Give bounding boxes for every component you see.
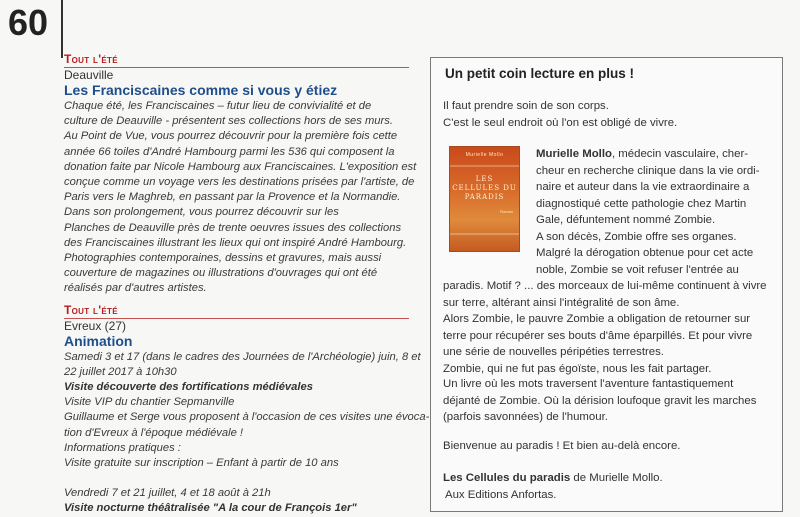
body-line: couverture de magazines ou illustrations d'ouvrages qui ont été (64, 267, 378, 280)
body-line: culture de Deauville - présentent ses collections hors de ses murs. (64, 115, 393, 128)
cover-author: Murielle Mollo (465, 152, 504, 158)
body-line: Paris vers le Maghreb, en passant par la Provence et la Normandie. (64, 191, 401, 204)
body-line: Zombie, qui ne fut pas égoïste, nous les fait partager. (443, 362, 712, 375)
article-body (64, 99, 417, 297)
section-tag: Tout l'été (64, 302, 118, 317)
body-line: sur terre, altérant ainsi l'intégralité de son âme. (443, 296, 680, 309)
closing-line: Bienvenue au paradis ! Et bien au-delà encore. (443, 440, 681, 452)
article-city: Evreux (27) (64, 318, 127, 333)
review-line: Un livre où les mots traversent l'aventure fantastiquement (443, 378, 734, 390)
body-line: Au Point de Vue, vous pourrez découvrir pour la première fois cette (64, 130, 398, 143)
cover-stripe (450, 165, 519, 167)
body-line: réalisés par d'autres artistes. (64, 282, 207, 295)
body-line: donation faite par Nicole Hambourg aux Franciscaines. L'exposition est (64, 160, 417, 173)
wrapped-line: cheur en recherche clinique dans la vie ordi- (536, 164, 760, 177)
box-review (443, 376, 766, 426)
body-line: Photographies contemporaines, dessins et gravures, mais aussi (64, 252, 382, 265)
reading-corner-box (430, 57, 783, 512)
article-city: Deauville (64, 68, 114, 82)
body-line: Informations pratiques : (64, 441, 181, 454)
body-line: terre pour récupérer ses bouts d'âme éparpillés. Et pour vivre (443, 329, 753, 342)
box-closing (443, 438, 766, 455)
body-line: Planches de Deauville près de trente oeuvres issues des collections (64, 221, 402, 234)
intro-line: Il faut prendre soin de son corps. (443, 100, 609, 112)
body-line: conçue comme un voyage vers les destinations prisées par l'artiste, de (64, 176, 415, 189)
wrapped-line: noble, Zombie se voit refuser l'entrée au (536, 263, 739, 276)
wrapped-line: naire et auteur dans la vie extraordinaire a (536, 181, 750, 193)
body-line: 22 juillet 2017 à 10h30 (64, 365, 177, 378)
author-name: Murielle Mollo (536, 148, 612, 160)
book-title-line (443, 470, 766, 487)
section-tag: Tout l'été (64, 52, 118, 66)
wrapped-line: Malgré la dérogation obtenue pour cet acte (536, 247, 754, 259)
body-line: année 66 toiles d'André Hambourg parmi les 536 qui composent la (64, 145, 395, 158)
review-line: déjanté de Zombie. Où la dérision loufoque gravit les marches (443, 394, 757, 407)
event-subhead: Visite découverte des fortifications médiévales (64, 381, 313, 394)
article-deauville (64, 52, 417, 297)
wrapped-text: , médecin vasculaire, cher- (611, 148, 749, 160)
box-body (443, 278, 766, 377)
cover-stripe (450, 233, 519, 235)
body-line: Alors Zombie, le pauvre Zombie a obligation de retourner sur (443, 313, 751, 325)
body-line: Vendredi 7 et 21 juillet, 4 et 18 août à 21h (64, 487, 271, 500)
wrapped-line: diagnostiqué cette pathologie chez Martin (536, 197, 747, 210)
body-line: une série de nouvelles péripéties terrestres. (443, 346, 664, 358)
wrapped-line: A son décès, Zombie offre ses organes. (536, 230, 737, 243)
body-line: Visite gratuite sur inscription – Enfant à partir de 10 ans (64, 457, 339, 470)
body-line: Chaque été, les Franciscaines – futur lieu de convivialité et de (64, 100, 372, 112)
cover-genre: Roman (500, 209, 513, 214)
wrapped-line (536, 146, 764, 163)
body-line: Guillaume et Serge vous proposent à l'occasion de ces visites une évoca- (64, 411, 430, 424)
body-line: paradis. Motif ? ... des morceaux de lui-même continuent à vivre (443, 280, 767, 292)
page-number: 60 (8, 2, 49, 43)
review-line: (parfois savonnées) de l'humour. (443, 411, 608, 423)
article-body (64, 350, 430, 517)
wrapped-line: Gale, défuntement nommé Zombie. (536, 214, 716, 226)
book-title: Les Cellules du paradis (443, 472, 571, 484)
body-line: des Franciscaines illustrant les lieux qui ont inspiré André Hambourg. (64, 236, 407, 249)
body-line: Samedi 3 et 17 (dans le cadres des Journées de l'Archéologie) juin, 8 et (64, 350, 421, 363)
book-author: de Murielle Mollo. (570, 472, 663, 484)
article-headline: Animation (64, 332, 133, 349)
box-book-info (443, 470, 766, 503)
intro-line: C'est le seul endroit où l'on est obligé de vivre. (443, 116, 678, 129)
article-headline: Les Franciscaines comme si vous y étiez (64, 82, 338, 98)
book-cover-image (450, 147, 519, 251)
article-evreux (64, 302, 430, 517)
body-line: Dans son prolongement, vous pourrez découvrir sur les (64, 206, 339, 219)
box-wrapped-text (536, 146, 764, 278)
body-line: Visite VIP du chantier Sepmanville (64, 396, 235, 409)
event-subhead: Visite nocturne théâtralisée "A la cour de François 1er" (64, 502, 357, 515)
publisher-line: Aux Editions Anfortas. (445, 488, 557, 501)
left-column (64, 52, 430, 517)
box-title: Un petit coin lecture en plus ! (445, 66, 635, 81)
body-line: tion d'Evreux à l'époque médiévale ! (64, 426, 244, 439)
box-intro (443, 98, 766, 131)
page-number-rule (61, 0, 63, 58)
cover-title: LES CELLULES DU PARADIS (452, 175, 517, 201)
